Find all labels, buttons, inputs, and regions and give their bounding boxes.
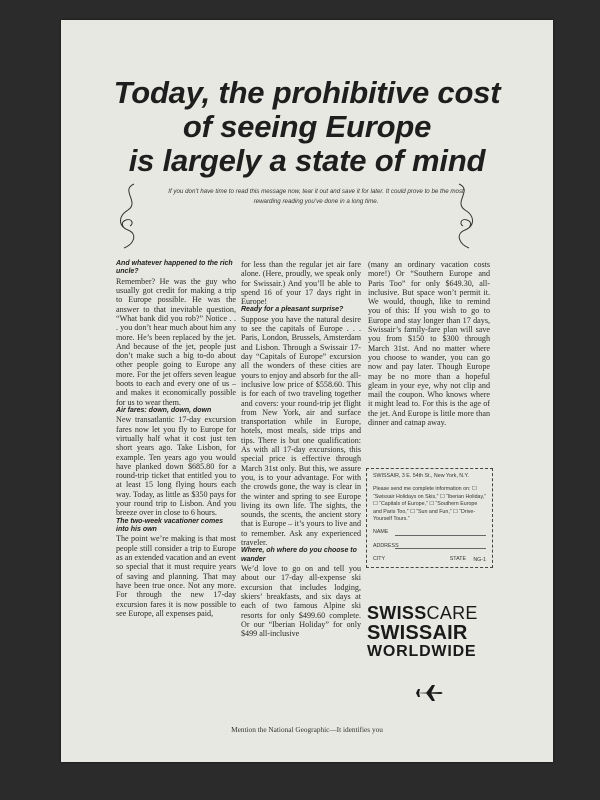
right-flourish-icon: [445, 180, 481, 252]
headline-line-3: is largely a state of mind: [128, 143, 486, 178]
subhead-air-fares: Air fares: down, down, down: [116, 406, 212, 414]
worldwide-wordmark: WORLDWIDE: [367, 643, 477, 660]
coupon-address: SWISSAIR, 3 E. 54th St., New York, N.Y.: [373, 473, 469, 479]
coupon-city-label: CITY: [373, 556, 386, 563]
subhead-where-wander: Where, oh where do you choose to wander: [241, 547, 357, 563]
swisscare-wordmark: SWISSCARE: [367, 603, 478, 623]
body-pleasant-surprise: Suppose you have the natural desire to see the capitals of Europe . . . Paris, London, Brussels, Amsterdam and Lisbon. Through a Swissair 17-day “Capitals of Europe” excursion all the wonders of these cities are yours to enjoy and absorb for the all-inclusive low price of $558.60. This is for each of two traveling together and covers: your round-trip jet flight from New York, air and surface transportation while in Europe, hotels, most meals, side trips and tips. There is but one qualification: As with all 17-day excursions, this special price is effective through March 31st only. But this, we assure you, is to your advantage. For with the crowds gone, the way is clear in the winter and spring to see Europe living its own life. The sights, the sounds, the scents, the ancient story that is Europe – it’s yours to live and to remember. Ask any experienced traveler.: [241, 314, 361, 548]
body-two-week: The point we’re making is that most people still consider a trip to Europe as an extended vacation and an event so special that it must require years of saving and planning. That may have been true once. Not any more. For through the new 17-day excursion fares it is now possible to see Europe, all expenses paid,: [116, 534, 237, 618]
column-2: [241, 260, 361, 639]
advertisement-page: [61, 20, 553, 762]
headline: [61, 76, 553, 178]
footer-note: Mention the National Geographic—It identifies you: [231, 725, 383, 734]
subhead-two-week: The two-week vacationer comes into his own: [116, 517, 223, 534]
airplane-icon: [414, 684, 444, 702]
coupon-name-field[interactable]: NAME: [373, 529, 486, 536]
swissair-logo: [367, 604, 492, 660]
subhead-rich-uncle: And whatever happened to the rich uncle?: [116, 260, 233, 276]
body-where-wander: We’d love to go on and tell you about our 17-day all-expense ski excursion that includes lodging, skiers’ breakfasts, and six days at each of two famous Alpine ski resorts for only $499.60 complete. Or our “Iberian Holiday” for only $499 all-inclusive: [241, 564, 361, 639]
body-continued: for less than the regular jet air fare alone. (Here, proudly, we speak only for Swissair.) And you’ll be able to spend 16 of your 17 days right in Europe!: [241, 260, 361, 307]
column-3: [368, 260, 490, 427]
column-1: [116, 260, 236, 618]
coupon-state-label: STATE: [449, 556, 466, 563]
subhead-pleasant-surprise: Ready for a pleasant surprise?: [241, 306, 344, 314]
coupon-request: Please send me complete information on: ☐ “Swissair Holidays on Skis,” ☐ “Iberian Holiday,” ☐ “Capitals of Europe,” ☐ “Southern Europe and Paris Too,” ☐ “Sun and Fun,” ☐ “Drive-Yourself Tours.”: [373, 486, 486, 523]
left-flourish-icon: [112, 180, 148, 252]
intro-note: If you don’t have time to read this message now, tear it out and save it for later. It could prove to be the most rewarding reading you’ve done in a long time.: [168, 188, 464, 205]
headline-line-2: of seeing Europe: [182, 109, 432, 144]
body-rich-uncle: Remember? He was the guy who usually got credit for making a trip to Europe possible. He was the answer to that inevitable question, “What bank did you rob?” Notice . . . you don’t hear much about him any more. He’s been replaced by the jet. And because of the jet, people just don’t make such a big to-do about other people going to Europe any more. For the jet offers seven league boots to each and every one of us – and makes it economically possible for us to wear them.: [116, 276, 236, 407]
coupon-city-state-field[interactable]: [373, 556, 486, 563]
body-air-fares: New transatlantic 17-day excursion fares now let you fly to Europe for virtually half what it cost just ten short years ago. Take Lisbon, for example. Ten years ago you would have planked down $685.80 for a round-trip ticket that entitled you to at least 15 long flying hours each way. Today, as little as $350 pays for your round trip to Lisbon. And you breeze over in close to 6 hours.: [116, 415, 236, 518]
coupon-address-field[interactable]: ADDRESS: [373, 543, 486, 550]
body-ordinary-vacation: (many an ordinary vacation costs more!) Or “Southern Europe and Paris Too” for only $649.30, all-inclusive. But space won’t permit it. We would, though, like to remind you of this: If you wish to go to Europe and stay longer than 17 days, Swissair’s family-fare plan will save you from $150 to $300 through March 31st. And no matter where you choose to wander, you can go now and pay later. Though Europe may be no more than a hopeful gleam in your eye, why not clip and mail the coupon. Who knows where it might lead to. For this is the age of the jet. And Europe is little more than dinner and catnap away.: [368, 260, 490, 428]
swissair-wordmark: SWISSAIR: [367, 622, 468, 644]
mail-coupon[interactable]: [366, 468, 493, 568]
coupon-code: NG-1: [473, 556, 486, 563]
headline-line-1: Today, the prohibitive cost: [113, 75, 501, 110]
